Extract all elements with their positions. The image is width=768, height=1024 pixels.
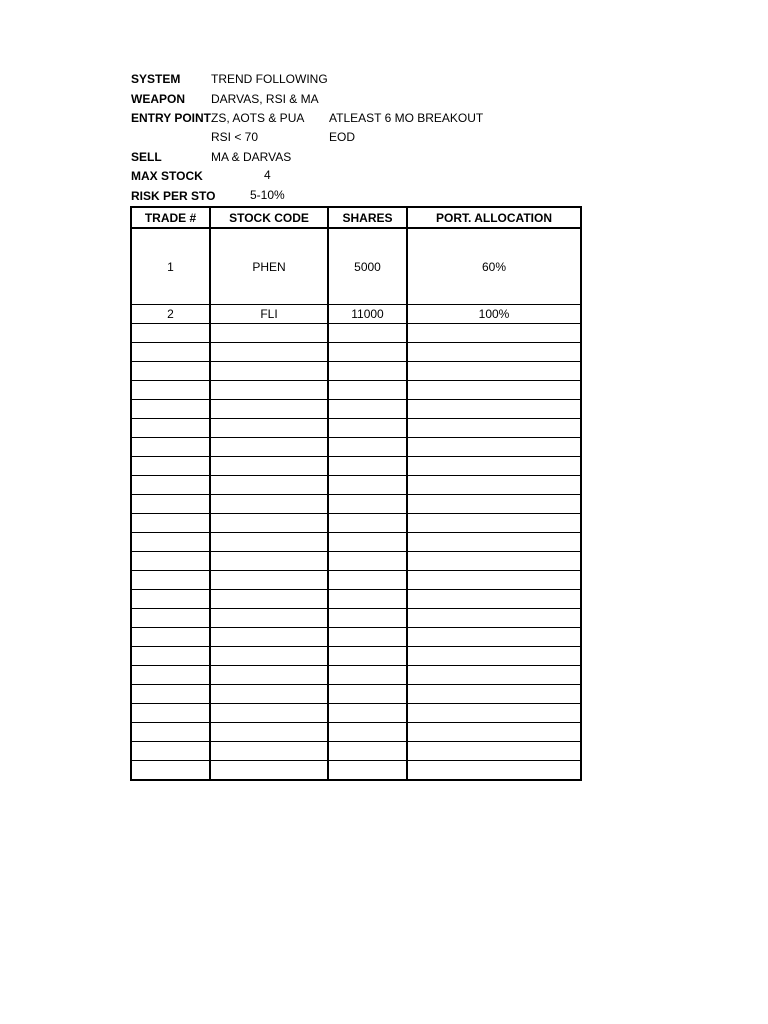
shares-cell[interactable]: [328, 590, 407, 609]
stock-code-cell[interactable]: [210, 552, 328, 571]
port-allocation-cell[interactable]: [407, 552, 581, 571]
trade-number-cell[interactable]: [131, 704, 210, 723]
shares-cell[interactable]: [328, 495, 407, 514]
empty-table-row: [131, 666, 581, 685]
header-trade-number: TRADE #: [131, 207, 210, 228]
trade-number-cell[interactable]: [131, 514, 210, 533]
entry-point-value: ZS, AOTS & PUA: [211, 111, 305, 125]
trade-number-cell[interactable]: [131, 362, 210, 381]
trade-number-cell[interactable]: [131, 457, 210, 476]
sell-label: SELL: [131, 150, 162, 164]
system-label: SYSTEM: [131, 72, 181, 86]
empty-table-row: [131, 476, 581, 495]
trade-number-cell[interactable]: [131, 761, 210, 781]
stock-code-cell[interactable]: [210, 704, 328, 723]
port-allocation-cell[interactable]: [407, 457, 581, 476]
trade-number-cell[interactable]: [131, 552, 210, 571]
port-allocation-cell[interactable]: 100%: [407, 305, 581, 324]
port-allocation-cell[interactable]: [407, 609, 581, 628]
shares-cell[interactable]: [328, 685, 407, 704]
port-allocation-cell[interactable]: [407, 628, 581, 647]
shares-cell[interactable]: [328, 571, 407, 590]
port-allocation-cell[interactable]: [407, 666, 581, 685]
port-allocation-cell[interactable]: [407, 438, 581, 457]
shares-cell[interactable]: 11000: [328, 305, 407, 324]
stock-code-cell[interactable]: FLI: [210, 305, 328, 324]
port-allocation-cell[interactable]: [407, 419, 581, 438]
shares-cell[interactable]: [328, 552, 407, 571]
weapon-value: DARVAS, RSI & MA: [211, 92, 319, 106]
port-allocation-cell[interactable]: [407, 704, 581, 723]
port-allocation-cell[interactable]: [407, 324, 581, 343]
trade-number-cell[interactable]: [131, 533, 210, 552]
shares-cell[interactable]: [328, 457, 407, 476]
stock-code-cell[interactable]: [210, 647, 328, 666]
stock-code-cell[interactable]: [210, 419, 328, 438]
shares-cell[interactable]: [328, 647, 407, 666]
trade-number-cell[interactable]: [131, 685, 210, 704]
empty-table-row: [131, 590, 581, 609]
trade-number-cell[interactable]: [131, 571, 210, 590]
shares-cell[interactable]: [328, 628, 407, 647]
stock-code-cell[interactable]: [210, 343, 328, 362]
shares-cell[interactable]: [328, 609, 407, 628]
trade-number-cell[interactable]: [131, 590, 210, 609]
port-allocation-cell[interactable]: [407, 381, 581, 400]
stock-code-cell[interactable]: [210, 324, 328, 343]
port-allocation-cell[interactable]: [407, 571, 581, 590]
stock-code-cell[interactable]: [210, 685, 328, 704]
shares-cell[interactable]: [328, 514, 407, 533]
stock-code-cell[interactable]: [210, 457, 328, 476]
trade-number-cell[interactable]: [131, 647, 210, 666]
port-allocation-cell[interactable]: [407, 647, 581, 666]
header-stock-code: STOCK CODE: [210, 207, 328, 228]
trade-number-cell[interactable]: [131, 419, 210, 438]
empty-table-row: [131, 685, 581, 704]
port-allocation-cell[interactable]: 60%: [407, 228, 581, 305]
port-allocation-cell[interactable]: [407, 685, 581, 704]
empty-table-row: [131, 438, 581, 457]
trade-log-table: [130, 206, 582, 781]
max-stock-label: MAX STOCK: [131, 169, 203, 183]
empty-table-row: [131, 628, 581, 647]
port-allocation-cell[interactable]: [407, 495, 581, 514]
empty-table-row: [131, 647, 581, 666]
entry-point-breakout: ATLEAST 6 MO BREAKOUT: [329, 111, 484, 125]
empty-table-row: [131, 495, 581, 514]
max-stock-value: 4: [264, 168, 271, 182]
empty-table-row: [131, 704, 581, 723]
port-allocation-cell[interactable]: [407, 514, 581, 533]
shares-cell[interactable]: [328, 704, 407, 723]
stock-code-cell[interactable]: [210, 533, 328, 552]
port-allocation-cell[interactable]: [407, 742, 581, 761]
port-allocation-cell[interactable]: [407, 362, 581, 381]
port-allocation-cell[interactable]: [407, 590, 581, 609]
entry-point-eod: EOD: [329, 130, 356, 144]
weapon-label: WEAPON: [131, 92, 185, 106]
shares-cell[interactable]: [328, 419, 407, 438]
empty-table-row: [131, 761, 581, 781]
trade-number-cell[interactable]: [131, 723, 210, 742]
trade-number-cell[interactable]: [131, 381, 210, 400]
empty-table-row: [131, 552, 581, 571]
trade-number-cell[interactable]: [131, 742, 210, 761]
empty-table-row: [131, 457, 581, 476]
stock-code-cell[interactable]: [210, 476, 328, 495]
empty-table-row: [131, 419, 581, 438]
stock-code-cell[interactable]: [210, 742, 328, 761]
empty-table-row: [131, 609, 581, 628]
trade-number-cell[interactable]: [131, 324, 210, 343]
port-allocation-cell[interactable]: [407, 343, 581, 362]
empty-table-row: [131, 723, 581, 742]
trade-number-cell[interactable]: [131, 476, 210, 495]
trade-number-cell[interactable]: [131, 400, 210, 419]
port-allocation-cell[interactable]: [407, 400, 581, 419]
shares-cell[interactable]: [328, 742, 407, 761]
shares-cell[interactable]: [328, 723, 407, 742]
trade-number-cell[interactable]: [131, 495, 210, 514]
table-row: [131, 305, 581, 324]
shares-cell[interactable]: [328, 343, 407, 362]
empty-table-row: [131, 362, 581, 381]
shares-cell[interactable]: [328, 362, 407, 381]
shares-cell[interactable]: [328, 533, 407, 552]
stock-code-cell[interactable]: PHEN: [210, 228, 328, 305]
trade-number-cell[interactable]: 1: [131, 228, 210, 305]
stock-code-cell[interactable]: [210, 571, 328, 590]
trade-number-cell[interactable]: [131, 438, 210, 457]
shares-cell[interactable]: 5000: [328, 228, 407, 305]
port-allocation-cell[interactable]: [407, 761, 581, 781]
empty-table-row: [131, 533, 581, 552]
empty-table-row: [131, 514, 581, 533]
table-header-row: [131, 207, 581, 228]
port-allocation-cell[interactable]: [407, 476, 581, 495]
stock-code-cell[interactable]: [210, 400, 328, 419]
empty-table-row: [131, 324, 581, 343]
shares-cell[interactable]: [328, 324, 407, 343]
trade-number-cell[interactable]: [131, 609, 210, 628]
stock-code-cell[interactable]: [210, 514, 328, 533]
shares-cell[interactable]: [328, 400, 407, 419]
stock-code-cell[interactable]: [210, 628, 328, 647]
empty-table-row: [131, 742, 581, 761]
system-value: TREND FOLLOWING: [211, 72, 328, 86]
stock-code-cell[interactable]: [210, 761, 328, 781]
stock-code-cell[interactable]: [210, 590, 328, 609]
stock-code-cell[interactable]: [210, 723, 328, 742]
stock-code-cell[interactable]: [210, 438, 328, 457]
port-allocation-cell[interactable]: [407, 533, 581, 552]
shares-cell[interactable]: [328, 666, 407, 685]
stock-code-cell[interactable]: [210, 381, 328, 400]
table-row: [131, 228, 581, 305]
sell-value: MA & DARVAS: [211, 150, 292, 164]
stock-code-cell[interactable]: [210, 666, 328, 685]
empty-table-row: [131, 343, 581, 362]
trade-number-cell[interactable]: 2: [131, 305, 210, 324]
stock-code-cell[interactable]: [210, 362, 328, 381]
stock-code-cell[interactable]: [210, 609, 328, 628]
shares-cell[interactable]: [328, 381, 407, 400]
trade-number-cell[interactable]: [131, 343, 210, 362]
shares-cell[interactable]: [328, 438, 407, 457]
risk-per-stock-value: 5-10%: [250, 188, 285, 202]
shares-cell[interactable]: [328, 476, 407, 495]
entry-point-label: ENTRY POINT: [131, 111, 212, 125]
entry-point-rsi: RSI < 70: [211, 130, 259, 144]
stock-code-cell[interactable]: [210, 495, 328, 514]
trade-number-cell[interactable]: [131, 628, 210, 647]
shares-cell[interactable]: [328, 761, 407, 781]
trade-number-cell[interactable]: [131, 666, 210, 685]
header-shares: SHARES: [328, 207, 407, 228]
header-port-allocation: PORT. ALLOCATION: [407, 207, 581, 228]
empty-table-row: [131, 571, 581, 590]
risk-per-stock-label: RISK PER STO: [131, 189, 216, 203]
port-allocation-cell[interactable]: [407, 723, 581, 742]
empty-table-row: [131, 381, 581, 400]
empty-table-row: [131, 400, 581, 419]
